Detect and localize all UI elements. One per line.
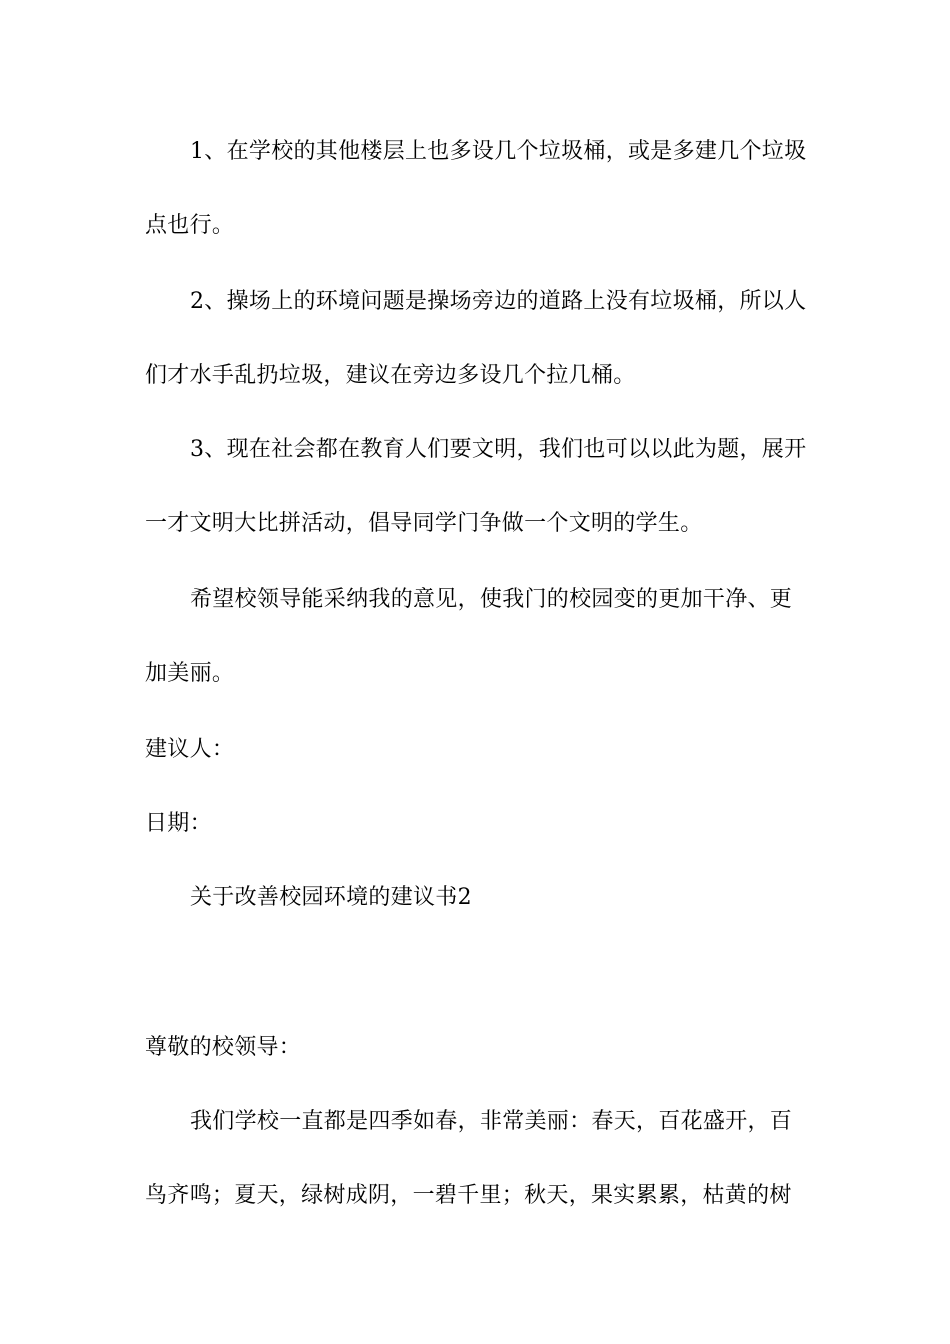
paragraph-3-line-2: 一才文明大比拼活动，倡导同学门争做一个文明的学生。 [145,511,703,536]
section-title: 关于改善校园环境的建议书2 [190,885,472,910]
paragraph-3-line-1: 3、现在社会都在教育人们要文明，我们也可以以此为题，展开 [190,437,807,462]
paragraph-1-line-2: 点也行。 [145,213,235,238]
salutation: 尊敬的校领导： [145,1035,302,1060]
date-label: 日期： [145,811,212,836]
paragraph-2-line-2: 们才水手乱扔垃圾，建议在旁边多设几个拉几桶。 [145,363,636,388]
paragraph-1-line-1: 1、在学校的其他楼层上也多设几个垃圾桶，或是多建几个垃圾 [190,139,807,164]
closing-paragraph-line-1: 希望校领导能采纳我的意见，使我门的校园变的更加干净、更 [190,587,793,612]
closing-paragraph-line-2: 加美丽。 [145,661,235,686]
body-paragraph-line-1: 我们学校一直都是四季如春，非常美丽：春天，百花盛开，百 [190,1109,793,1134]
paragraph-2-line-1: 2、操场上的环境问题是操场旁边的道路上没有垃圾桶，所以人 [190,289,807,314]
body-paragraph-line-2: 鸟齐鸣；夏天，绿树成阴，一碧千里；秋天，果实累累，枯黄的树 [145,1183,792,1208]
proposer-label: 建议人： [145,737,235,762]
